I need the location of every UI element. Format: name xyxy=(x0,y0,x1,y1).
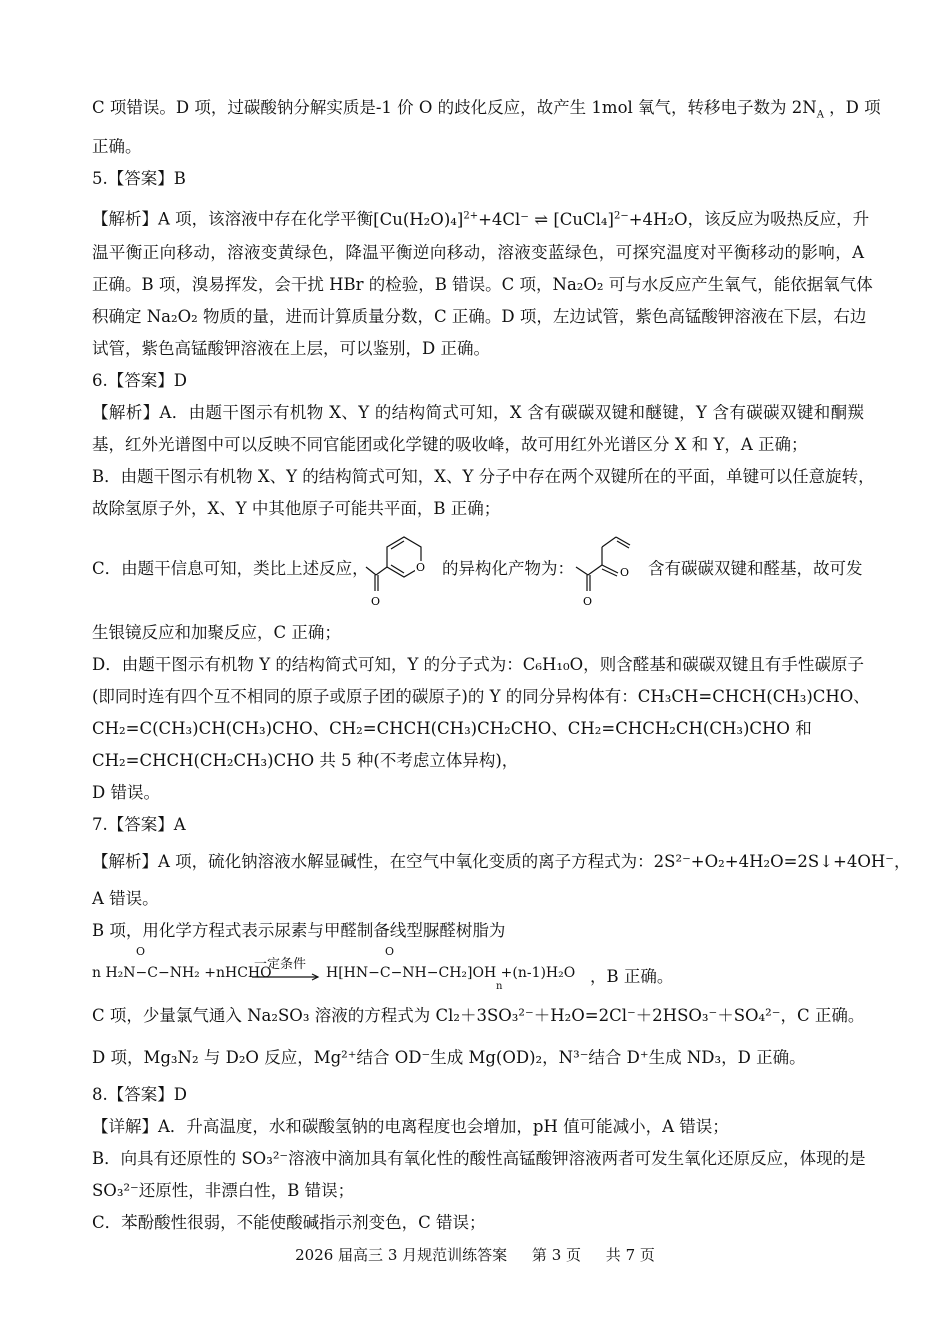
line-text: C．由题干信息可知，类比上述反应， xyxy=(92,559,369,579)
text-line: 积确定 Na₂O₂ 物质的量，进而计算质量分数，C 正确。D 项，左边试管，紫色高锰酸钾溶液在下层，右边 xyxy=(92,307,867,327)
carbonyl-oxygen-label: O xyxy=(136,945,146,959)
text-line: C．苯酚酸性很弱，不能使酸碱指示剂变色，C 错误； xyxy=(92,1213,486,1233)
pyran-ketone-structure xyxy=(362,525,442,611)
complex-left: Cu(H₂O)₄ xyxy=(379,209,457,229)
reaction-arrow-icon xyxy=(252,973,322,981)
answer-heading: 7.【答案】A xyxy=(92,815,186,835)
page-number: 第 3 页 xyxy=(531,1246,582,1264)
text-line: 基，红外光谱图中可以反映不同官能团或化学键的吸收峰，故可用红外光谱区分 X 和 Y，A 正确； xyxy=(92,435,808,455)
text-line: CH₂=C(CH₃)CH(CH₃)CHO、CH₂=CHCH(CH₃)CH₂CHO、CH₂=CHCH₂CH(CH₃)CHO 和 xyxy=(92,719,812,739)
isomer-product-structure xyxy=(572,525,647,611)
answer-heading: 8.【答案】D xyxy=(92,1085,187,1105)
charge: 2+ xyxy=(463,210,479,222)
reaction-condition: 一定条件 xyxy=(254,957,307,973)
equation-middle: +4Cl⁻ ⇌ xyxy=(478,209,554,229)
complex-right: CuCl₄ xyxy=(559,209,608,229)
text-line xyxy=(92,92,881,131)
carbonyl-oxygen-label: O xyxy=(371,595,381,609)
text-line: D 错误。 xyxy=(92,783,160,803)
line-text: 的异构化产物为： xyxy=(442,559,574,579)
structure-line xyxy=(92,525,864,611)
repeat-count: n xyxy=(496,981,503,993)
oxygen-label: O xyxy=(416,561,426,575)
text-line: A 错误。 xyxy=(92,889,159,909)
text-line: 试管，紫色高锰酸钾溶液在上层，可以鉴别，D 正确。 xyxy=(92,339,490,359)
answer-page xyxy=(92,92,911,1239)
line-text: ，B 正确。 xyxy=(590,967,674,987)
text-line: 正确。 xyxy=(92,137,142,157)
text-line: B．向具有还原性的 SO₃²⁻溶液中滴加具有氧化性的酸性高锰酸钾溶液两者可发生氧化还原反应，体现的是 xyxy=(92,1149,866,1169)
reactants: n H₂N−C−NH₂ +nHCHO xyxy=(92,965,272,982)
equilibrium-line xyxy=(92,195,870,237)
text-line: D 项，Mg₃N₂ 与 D₂O 反应，Mg²⁺结合 OD⁻生成 Mg(OD)₂，N³⁻结合 D⁺生成 ND₃，D 正确。 xyxy=(92,1048,806,1068)
page-footer xyxy=(0,1244,950,1265)
answer-heading: 5.【答案】B xyxy=(92,169,186,189)
text-line: 正确。B 项，溴易挥发，会干扰 HBr 的检验，B 错误。C 项，Na₂O₂ 可与水反应产生氧气，能依据氧气体 xyxy=(92,275,873,295)
polymer-equation-line xyxy=(92,947,864,995)
carbonyl-oxygen-label: O xyxy=(583,595,593,609)
answer-heading: 6.【答案】D xyxy=(92,371,187,391)
footer-title: 2026 届高三 3 月规范训练答案 xyxy=(295,1246,508,1264)
line-text: ，D 项 xyxy=(823,98,881,117)
text-line: C 项，少量氯气通入 Na₂SO₃ 溶液的方程式为 Cl₂＋3SO₃²⁻＋H₂O=2Cl⁻＋2HSO₃⁻＋SO₄²⁻，C 正确。 xyxy=(92,1006,865,1026)
text-line: B 项，用化学方程式表示尿素与甲醛制备线型脲醛树脂为 xyxy=(92,921,506,941)
line-text: C 项错误。D 项，过碳酸钠分解实质是-1 价 O 的歧化反应，故产生 1mol 氧气，转移电子数为 2N xyxy=(92,98,817,117)
total-pages: 共 7 页 xyxy=(605,1246,655,1264)
charge: 2− xyxy=(613,210,629,222)
equilibrium-equation: $[Cu(H_2O)_4]^{2+}+4Cl^-$ ⇌ [CuCl₄]$^{2-}$+4H₂O xyxy=(373,209,688,229)
aldehyde-oxygen-label: O xyxy=(620,566,630,580)
text-line: 生银镜反应和加聚反应，C 正确； xyxy=(92,623,341,643)
subscript: A xyxy=(816,109,824,121)
line-text: 含有碳碳双键和醛基，故可发 xyxy=(648,559,863,579)
text-line: SO₃²⁻还原性，非漂白性，B 错误； xyxy=(92,1181,355,1201)
equation-tail: +4H₂O xyxy=(628,209,688,229)
text-line: D．由题干图示有机物 Y 的结构简式可知，Y 的分子式为：C₆H₁₀O，则含醛基和碳碳双键且有手性碳原子 xyxy=(92,655,864,675)
line-text: 【解析】A 项，该溶液中存在化学平衡 xyxy=(92,209,374,229)
text-line: 故除氢原子外，X、Y 中其他原子可能共平面，B 正确； xyxy=(92,499,501,519)
carbonyl-oxygen-label: O xyxy=(385,945,395,959)
text-line: 温平衡正向移动，溶液变黄绿色，降温平衡逆向移动，溶液变蓝绿色，可探究温度对平衡移动的影响，A xyxy=(92,243,864,263)
text-line: 【解析】A 项，硫化钠溶液水解显碱性，在空气中氧化变质的离子方程式为：2S²⁻+O₂+4H₂O=2S↓+4OH⁻， xyxy=(92,852,911,872)
products: H[HN−C−NH−CH₂]OH +(n-1)H₂O xyxy=(326,965,576,982)
line-text: ，该反应为吸热反应，升 xyxy=(687,209,870,229)
text-line: (即同时连有四个互不相同的原子或原子团的碳原子)的 Y 的同分异构体有：CH₃CH=CHCH(CH₃)CHO、 xyxy=(92,687,870,707)
text-line: 【解析】A．由题干图示有机物 X、Y 的结构简式可知，X 含有碳碳双键和醚键，Y 含有碳碳双键和酮羰 xyxy=(92,403,864,423)
text-line: CH₂=CHCH(CH₂CH₃)CHO 共 5 种(不考虑立体异构)， xyxy=(92,751,519,771)
text-line: 【详解】A．升高温度，水和碳酸氢钠的电离程度也会增加，pH 值可能减小，A 错误； xyxy=(92,1117,729,1137)
text-line: B．由题干图示有机物 X、Y 的结构简式可知，X、Y 分子中存在两个双键所在的平面，单键可以任意旋转， xyxy=(92,467,875,487)
